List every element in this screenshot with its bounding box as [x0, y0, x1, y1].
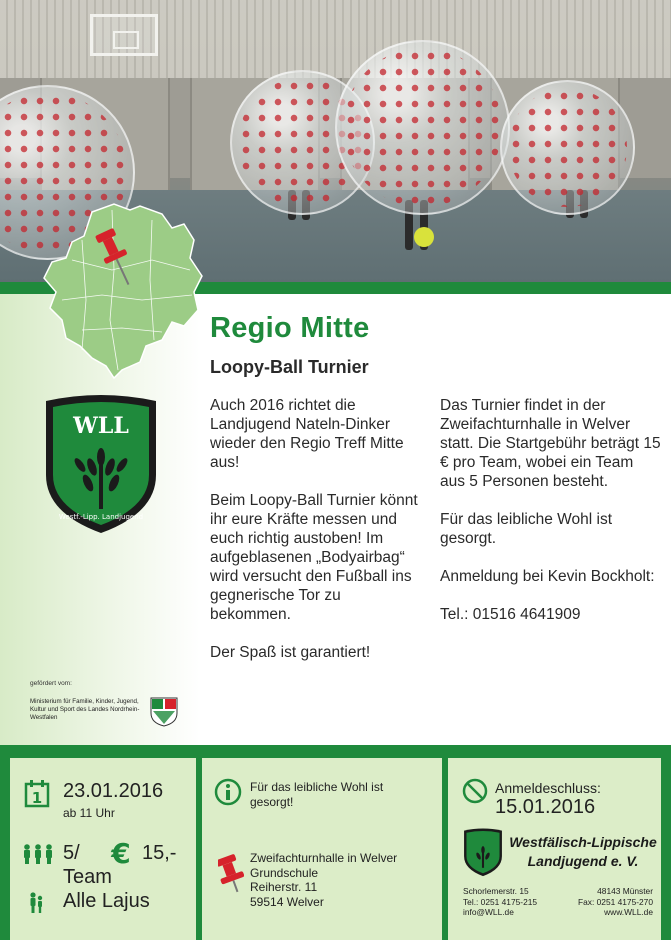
soccer-ball [414, 227, 434, 247]
deadline-date: 15.01.2016 [495, 796, 596, 818]
venue-line: Grundschule [250, 865, 319, 880]
org-name [508, 833, 658, 871]
footer [0, 758, 671, 940]
participants: Alle Lajus [63, 890, 150, 912]
body-paragraph: Der Spaß ist garantiert! [210, 644, 371, 661]
org-name-line: Landjugend e. V. [527, 853, 639, 869]
team-size: 5/ [63, 842, 80, 864]
org-web-link[interactable]: www.WLL.de [604, 907, 653, 917]
org-street: Schorlemerstr. 15 [463, 886, 529, 896]
org-name-line: Westfälisch-Lippische [509, 834, 657, 850]
no-icon [462, 778, 488, 804]
basketball-hoop [90, 14, 158, 56]
event-time: ab 11 Uhr [63, 806, 115, 820]
org-fax: Fax: 0251 4175-270 [578, 896, 653, 907]
bubble-ball [500, 80, 635, 215]
food-note: Für das leibliche Wohl ist gesorgt! [250, 780, 384, 809]
body-paragraph: Auch 2016 richtet die Landjugend Nateln-Dinker wieder den Regio Treff Mitte aus! [210, 397, 404, 471]
footer-event-box [10, 758, 196, 940]
green-band-bottom [0, 745, 671, 758]
team-label: Team [63, 866, 112, 888]
org-address [463, 886, 653, 918]
phone-number: Tel.: 01516 4641909 [440, 606, 581, 623]
event-date: 23.01.2016 [63, 780, 164, 802]
footer-info-box [202, 758, 442, 940]
footer-org-box [448, 758, 661, 940]
body-paragraph: Anmeldung bei Kevin Bockholt: [440, 568, 655, 585]
org-email-link[interactable]: info@WLL.de [463, 907, 514, 917]
venue-address [250, 851, 430, 909]
price: 15,- [142, 842, 177, 864]
deadline-label: Anmeldeschluss: [495, 780, 601, 796]
bubble-ball [335, 40, 510, 215]
body-paragraph: Beim Loopy-Ball Turnier könnt ihr eure Kräfte messen und euch richtig austoben! Im aufgeblasenen „Bodyairbag“ wird versucht den Fußball ins gegnerische Tor zu bekommen. [210, 492, 418, 623]
logo-letters: WLL [73, 413, 129, 439]
euro-icon [108, 838, 134, 868]
body-paragraph: Für das leibliche Wohl ist gesorgt. [440, 511, 613, 547]
body-right-column [440, 396, 662, 643]
page-subtitle: Loopy-Ball Turnier [210, 357, 369, 377]
svg-text:1: 1 [31, 789, 43, 807]
org-tel: Tel.: 0251 4175-215 [463, 896, 538, 907]
logo-ring-text: Westf.-Lipp. Landjugend [58, 513, 144, 521]
venue-line: 59514 Welver [250, 894, 324, 909]
venue-line: Zweifachturnhalle in Welver [250, 851, 398, 865]
person-icon [28, 892, 44, 914]
body-left-column [210, 396, 425, 681]
body-paragraph: Das Turnier findet in der Zweifachturnhalle in Welver statt. Die Startgebühr beträgt 15 € pro Team, wobei ein Team aus 5 Personen besteht. [440, 397, 661, 490]
svg-text:€: € [111, 838, 131, 868]
info-icon [214, 778, 242, 806]
page-title: Regio Mitte [210, 312, 370, 344]
org-city: 48143 Münster [597, 886, 653, 896]
nrw-coat-of-arms-icon [150, 697, 178, 727]
people-icon [22, 844, 54, 864]
sponsor-label: gefördert vom: [30, 680, 72, 687]
venue-line: Reiherstr. 11 [250, 880, 318, 894]
wll-logo [40, 395, 162, 537]
nrw-map-icon [22, 200, 212, 380]
calendar-icon [24, 780, 50, 808]
pin-icon [218, 854, 244, 894]
wll-logo-small [462, 828, 504, 878]
sponsor-text: Ministerium für Familie, Kinder, Jugend, Kultur und Sport des Landes Nordrhein-Westfalen [30, 698, 140, 721]
